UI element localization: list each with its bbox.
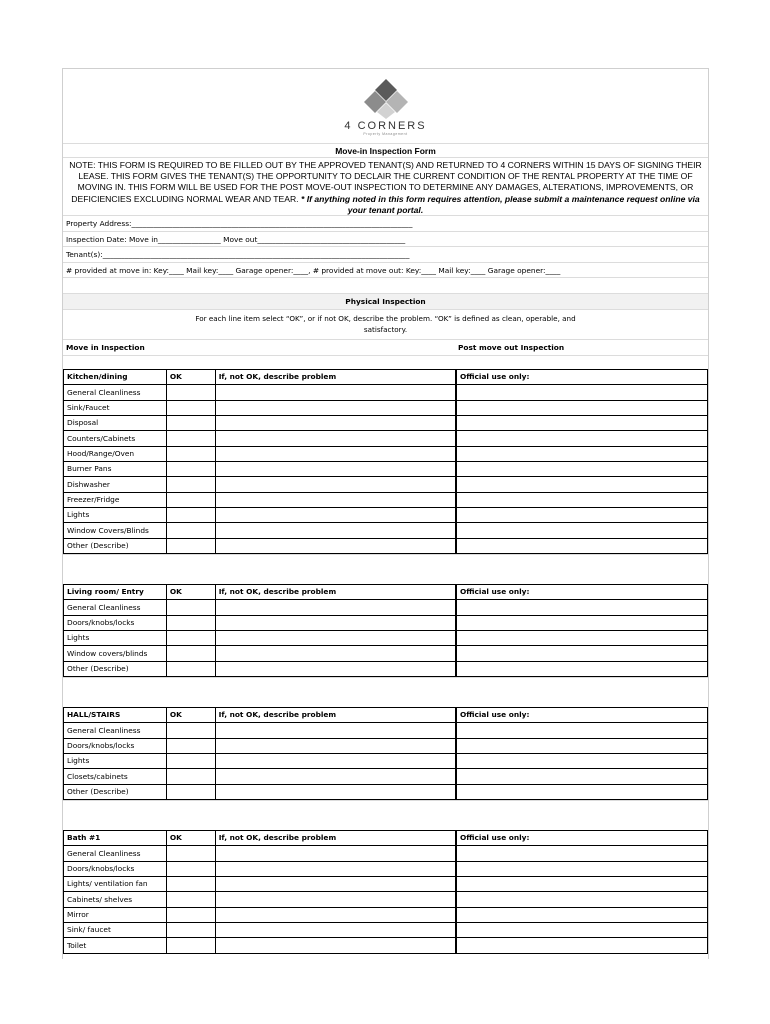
problem-cell[interactable]	[215, 523, 455, 538]
ok-cell[interactable]	[166, 861, 215, 876]
problem-cell[interactable]	[215, 492, 455, 507]
table-row	[64, 600, 708, 615]
column-headings	[63, 339, 708, 355]
section-table	[63, 707, 708, 800]
section-table	[63, 369, 708, 554]
official-use-cell[interactable]	[457, 938, 708, 953]
problem-cell[interactable]	[215, 646, 455, 661]
item-label: Disposal	[64, 416, 167, 431]
ok-cell[interactable]	[166, 431, 215, 446]
physical-inspection-heading: Physical Inspection	[63, 293, 708, 309]
ok-cell[interactable]	[166, 523, 215, 538]
table-row	[64, 538, 708, 553]
item-label: Toilet	[64, 938, 167, 953]
item-label: Dishwasher	[64, 477, 167, 492]
problem-cell[interactable]	[215, 861, 455, 876]
table-row	[64, 385, 708, 400]
problem-cell[interactable]	[215, 784, 455, 799]
section-spacer	[63, 800, 708, 831]
instructions	[63, 309, 708, 336]
table-row	[64, 615, 708, 630]
official-use-cell[interactable]	[457, 892, 708, 907]
problem-cell[interactable]	[215, 661, 455, 676]
ok-cell[interactable]	[166, 846, 215, 861]
official-use-cell[interactable]	[457, 631, 708, 646]
ok-cell[interactable]	[166, 508, 215, 523]
official-use-header: Official use only:	[456, 708, 707, 723]
ok-cell[interactable]	[166, 600, 215, 615]
item-label: Burner Pans	[64, 462, 167, 477]
brand-tagline: Property Management	[363, 132, 408, 136]
keys-provided-field[interactable]: # provided at move in: Key:____ Mail key:____ Garage opener:____, # provided at move out: Key:____ Mail key:____ Garage opener:____	[63, 262, 708, 278]
item-label: General Cleanliness	[64, 385, 167, 400]
ok-cell[interactable]	[166, 538, 215, 553]
problem-cell[interactable]	[215, 631, 455, 646]
ok-cell[interactable]	[166, 754, 215, 769]
official-use-cell[interactable]	[457, 538, 708, 553]
table-row	[64, 446, 708, 461]
ok-cell[interactable]	[166, 477, 215, 492]
inspection-date-field[interactable]: Inspection Date: Move in_________________ Move out________________________________________	[63, 231, 708, 247]
logo-header	[63, 69, 708, 143]
item-label: Other (Describe)	[64, 661, 167, 676]
item-label: Lights	[64, 631, 167, 646]
problem-cell[interactable]	[215, 738, 455, 753]
table-row	[64, 861, 708, 876]
official-use-cell[interactable]	[457, 661, 708, 676]
ok-cell[interactable]	[166, 738, 215, 753]
note-text: NOTE: THIS FORM IS REQUIRED TO BE FILLED OUT BY THE APPROVED TENANT(S) AND RETURNED TO 4 CORNERS WITHIN 15 DAYS OF SIGNING THEIR LEASE. THIS FORM GIVES THE TENANT(S) THE OPPORTUNITY TO DECLAIR THE CURRENT CONDITION OF THE RENTAL PROPERTY AT THE TIME OF MOVING IN. THIS FORM WILL BE USED FOR THE POST MOVE-OUT INSPECTION TO DETERMINE ANY DAMAGES, ALTERATIONS, IMPROVEMENTS, OR DEFICIENCIES EXCLUDING NORMAL WEAR AND TEAR.	[69, 160, 702, 204]
move-in-heading: Move in Inspection	[66, 343, 145, 352]
item-label: Doors/knobs/locks	[64, 615, 167, 630]
problem-cell[interactable]	[215, 769, 455, 784]
problem-cell[interactable]	[215, 400, 455, 415]
official-use-header: Official use only:	[457, 585, 708, 600]
problem-cell[interactable]	[215, 462, 455, 477]
four-corners-logo-icon	[364, 79, 408, 119]
section-name: HALL/STAIRS	[64, 708, 167, 723]
official-use-cell[interactable]	[457, 492, 708, 507]
official-use-cell[interactable]	[457, 431, 708, 446]
table-row	[64, 723, 708, 738]
table-row	[64, 431, 708, 446]
ok-cell[interactable]	[166, 661, 215, 676]
ok-cell[interactable]	[166, 615, 215, 630]
table-row	[64, 508, 708, 523]
table-row	[64, 769, 708, 784]
table-row	[64, 477, 708, 492]
section-spacer	[63, 355, 708, 370]
table-row	[64, 738, 708, 753]
table-row	[64, 892, 708, 907]
item-label: General Cleanliness	[64, 723, 167, 738]
table-row	[64, 938, 708, 953]
instructions-line-1: For each line item select “OK”, or if not OK, describe the problem. “OK” is defined as clean, operable, and	[195, 314, 576, 323]
ok-cell[interactable]	[166, 462, 215, 477]
problem-cell[interactable]	[215, 892, 455, 907]
ok-cell[interactable]	[166, 892, 215, 907]
ok-cell[interactable]	[166, 385, 215, 400]
official-use-cell[interactable]	[457, 508, 708, 523]
problem-cell[interactable]	[215, 877, 455, 892]
problem-cell[interactable]	[215, 615, 455, 630]
item-label: Mirror	[64, 907, 167, 922]
problem-cell[interactable]	[215, 416, 455, 431]
ok-column-header: OK	[166, 831, 215, 846]
property-address-field[interactable]: Property Address:____________________________________________________________________________	[63, 215, 708, 231]
official-use-cell[interactable]	[457, 646, 708, 661]
official-use-cell[interactable]	[457, 523, 708, 538]
ok-column-header: OK	[166, 585, 215, 600]
item-label: Window Covers/Blinds	[64, 523, 167, 538]
table-row	[64, 923, 708, 938]
section-table	[63, 584, 708, 677]
table-row	[64, 907, 708, 922]
ok-cell[interactable]	[166, 646, 215, 661]
official-use-header: Official use only:	[457, 831, 708, 846]
ok-column-header: OK	[166, 708, 215, 723]
table-row	[64, 462, 708, 477]
item-label: Other (Describe)	[64, 784, 167, 799]
section-header-row	[64, 370, 708, 385]
problem-cell[interactable]	[215, 477, 455, 492]
problem-cell[interactable]	[215, 846, 455, 861]
section-spacer	[63, 554, 708, 585]
official-use-cell[interactable]	[456, 754, 707, 769]
official-use-header: Official use only:	[457, 370, 708, 385]
section-name: Kitchen/dining	[64, 370, 167, 385]
problem-cell[interactable]	[215, 600, 455, 615]
official-use-cell[interactable]	[457, 846, 708, 861]
problem-cell[interactable]	[215, 508, 455, 523]
item-label: Window covers/blinds	[64, 646, 167, 661]
section-name: Living room/ Entry	[64, 585, 167, 600]
official-use-cell[interactable]	[456, 784, 707, 799]
problem-cell[interactable]	[215, 754, 455, 769]
official-use-cell[interactable]	[457, 385, 708, 400]
ok-cell[interactable]	[166, 923, 215, 938]
table-row	[64, 631, 708, 646]
official-use-cell[interactable]	[457, 861, 708, 876]
section-name: Bath #1	[64, 831, 167, 846]
official-use-cell[interactable]	[457, 400, 708, 415]
table-row	[64, 846, 708, 861]
ok-cell[interactable]	[166, 416, 215, 431]
ok-cell[interactable]	[166, 400, 215, 415]
problem-cell[interactable]	[215, 923, 455, 938]
official-use-cell[interactable]	[457, 877, 708, 892]
item-label: Lights	[64, 508, 167, 523]
official-use-cell[interactable]	[457, 923, 708, 938]
official-use-cell[interactable]	[457, 907, 708, 922]
problem-cell[interactable]	[215, 938, 455, 953]
inspection-form-sheet	[62, 68, 709, 959]
problem-cell[interactable]	[215, 723, 455, 738]
official-use-cell[interactable]	[456, 723, 707, 738]
item-label: Doors/knobs/locks	[64, 738, 167, 753]
official-use-cell[interactable]	[457, 477, 708, 492]
ok-cell[interactable]	[166, 877, 215, 892]
ok-cell[interactable]	[166, 938, 215, 953]
ok-cell[interactable]	[166, 907, 215, 922]
official-use-cell[interactable]	[457, 416, 708, 431]
table-row	[64, 784, 708, 799]
item-label: Sink/Faucet	[64, 400, 167, 415]
form-note	[63, 157, 708, 215]
problem-column-header: If, not OK, describe problem	[215, 831, 455, 846]
item-label: General Cleanliness	[64, 846, 167, 861]
ok-cell[interactable]	[166, 446, 215, 461]
official-use-cell[interactable]	[456, 738, 707, 753]
section-spacer	[63, 677, 708, 708]
note-emphasis: * If anything noted in this form requires attention, please submit a maintenance request online via your tenant portal.	[300, 193, 700, 215]
official-use-cell[interactable]	[457, 615, 708, 630]
problem-cell[interactable]	[215, 385, 455, 400]
table-row	[64, 400, 708, 415]
item-label: Hood/Range/Oven	[64, 446, 167, 461]
item-label: Cabinets/ shelves	[64, 892, 167, 907]
problem-cell[interactable]	[215, 431, 455, 446]
item-label: Lights/ ventilation fan	[64, 877, 167, 892]
official-use-cell[interactable]	[457, 600, 708, 615]
section-header-row	[64, 708, 708, 723]
problem-cell[interactable]	[215, 538, 455, 553]
section-header-row	[64, 831, 708, 846]
item-label: Other (Describe)	[64, 538, 167, 553]
problem-column-header: If, not OK, describe problem	[215, 585, 455, 600]
item-label: Freezer/Fridge	[64, 492, 167, 507]
table-row	[64, 492, 708, 507]
table-row	[64, 523, 708, 538]
tenants-field[interactable]: Tenant(s):___________________________________________________________________________________	[63, 246, 708, 262]
problem-column-header: If, not OK, describe problem	[215, 370, 455, 385]
section-header-row	[64, 585, 708, 600]
ok-cell[interactable]	[166, 723, 215, 738]
form-title: Move-in Inspection Form	[63, 143, 708, 158]
problem-cell[interactable]	[215, 907, 455, 922]
official-use-cell[interactable]	[456, 769, 707, 784]
ok-cell[interactable]	[166, 784, 215, 799]
section-table	[63, 830, 708, 954]
ok-column-header: OK	[166, 370, 215, 385]
table-row	[64, 646, 708, 661]
brand-name: 4 CORNERS	[344, 120, 427, 132]
table-row	[64, 754, 708, 769]
table-row	[64, 416, 708, 431]
item-label: Doors/knobs/locks	[64, 861, 167, 876]
ok-cell[interactable]	[166, 492, 215, 507]
item-label: Counters/Cabinets	[64, 431, 167, 446]
post-move-out-heading: Post move out Inspection	[458, 343, 565, 352]
official-use-cell[interactable]	[457, 462, 708, 477]
ok-cell[interactable]	[166, 631, 215, 646]
problem-cell[interactable]	[215, 446, 455, 461]
item-label: General Cleanliness	[64, 600, 167, 615]
problem-column-header: If, not OK, describe problem	[215, 708, 455, 723]
item-label: Sink/ faucet	[64, 923, 167, 938]
item-label: Lights	[64, 754, 167, 769]
blank-row	[63, 277, 708, 293]
official-use-cell[interactable]	[457, 446, 708, 461]
ok-cell[interactable]	[166, 769, 215, 784]
item-label: Closets/cabinets	[64, 769, 167, 784]
table-row	[64, 661, 708, 676]
table-row	[64, 877, 708, 892]
instructions-line-2: satisfactory.	[363, 325, 408, 334]
